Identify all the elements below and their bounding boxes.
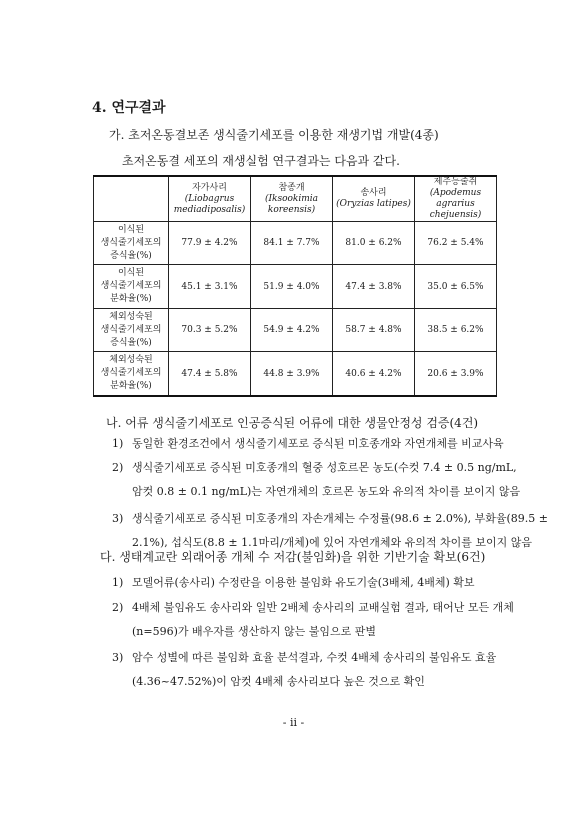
intro-text: 초저온동결 세포의 재생실험 연구결과는 다음과 같다. <box>122 154 400 168</box>
species-name: 참종개 <box>278 182 305 193</box>
species-name: 자가사리 <box>192 182 227 193</box>
results-table <box>93 175 497 397</box>
table-cell: 51.9 ± 4.0% <box>251 265 333 308</box>
table-cell: 35.0 ± 6.5% <box>415 265 497 308</box>
list-item-continuation: (4.36~47.52%)이 암컷 4배체 송사리보다 높은 것으로 확인 <box>132 675 425 688</box>
row-label: 이식된 생식줄기세포의 증식율(%) <box>94 222 169 265</box>
species-sci-name: (Iksookimia koreensis) <box>264 193 319 215</box>
list-item-continuation: 2.1%), 섭식도(8.8 ± 1.1마리/개체)에 있어 자연개체와 유의적 차이를 보이지 않음 <box>132 536 532 549</box>
list-item: 1) 모델어류(송사리) 수정란을 이용한 불임화 유도기술(3배체, 4배체) 확보 <box>112 576 475 589</box>
table-cell: 81.0 ± 6.2% <box>333 222 415 265</box>
row-label: 체외성숙된 생식줄기세포의 증식율(%) <box>94 308 169 351</box>
list-item: 2) 4배체 불임유도 송사리와 일반 2배체 송사리의 교배실험 결과, 태어난 모든 개체 <box>112 601 514 614</box>
table-cell: 84.1 ± 7.7% <box>251 222 333 265</box>
table-row <box>94 352 497 396</box>
header-species <box>415 176 497 222</box>
species-sci-name: (Liobagrus mediadiposalis) <box>173 193 246 215</box>
species-sci-name: (Oryzias latipes) <box>336 199 411 209</box>
list-item: 3) 생식줄기세포로 증식된 미호종개의 자손개체는 수정률(98.6 ± 2.0%), 부화율(89.5 ± <box>112 512 548 525</box>
table-header-row <box>94 176 497 222</box>
list-item: 3) 암수 성별에 따른 불임화 효율 분석결과, 수컷 4배체 송사리의 불임유도 효율 <box>112 651 497 664</box>
header-species <box>251 176 333 222</box>
row-label: 체외성숙된 생식줄기세포의 분화율(%) <box>94 352 169 396</box>
row-label: 이식된 생식줄기세포의 분화율(%) <box>94 265 169 308</box>
table-cell: 70.3 ± 5.2% <box>169 308 251 351</box>
header-species <box>333 176 415 222</box>
table-cell: 76.2 ± 5.4% <box>415 222 497 265</box>
subsection-ga-title: 가. 초저온동결보존 생식줄기세포를 이용한 재생기법 개발(4종) <box>109 128 439 142</box>
header-species <box>169 176 251 222</box>
table-row <box>94 265 497 308</box>
table-row <box>94 308 497 351</box>
section-title: 4. 연구결과 <box>92 100 166 116</box>
subsection-da-title: 다. 생태계교란 외래어종 개체 수 저감(불임화)을 위한 기반기술 확보(6건) <box>100 550 486 564</box>
subsection-na-title: 나. 어류 생식줄기세포로 인공증식된 어류에 대한 생물안정성 검증(4건) <box>106 416 479 430</box>
table-cell: 45.1 ± 3.1% <box>169 265 251 308</box>
table-cell: 44.8 ± 3.9% <box>251 352 333 396</box>
page-number: - ii - <box>282 716 305 729</box>
table-cell: 47.4 ± 5.8% <box>169 352 251 396</box>
list-item-continuation: 암컷 0.8 ± 0.1 ng/mL)는 자연개체의 호르몬 농도와 유의적 차이를 보이지 않음 <box>132 485 521 498</box>
species-name: 제주등줄쥐 <box>433 177 478 187</box>
table-cell: 58.7 ± 4.8% <box>333 308 415 351</box>
table-cell: 47.4 ± 3.8% <box>333 265 415 308</box>
list-item-continuation: (n=596)가 배우자를 생산하지 않는 불임으로 판별 <box>132 625 377 638</box>
list-item: 1) 동일한 환경조건에서 생식줄기세포로 증식된 미호종개와 자연개체를 비교사육 <box>112 437 504 450</box>
table-cell: 20.6 ± 3.9% <box>415 352 497 396</box>
table-cell: 77.9 ± 4.2% <box>169 222 251 265</box>
table-corner-cell <box>94 176 169 222</box>
table-row <box>94 222 497 265</box>
species-name: 송사리 <box>360 188 387 198</box>
table-cell: 54.9 ± 4.2% <box>251 308 333 351</box>
list-item: 2) 생식줄기세포로 증식된 미호종개의 혈중 성호르몬 농도(수컷 7.4 ± 0.5 ng/mL, <box>112 461 517 474</box>
species-sci-name: (Apodemus agrarius chejuensis) <box>429 188 482 220</box>
table-cell: 38.5 ± 6.2% <box>415 308 497 351</box>
table-cell: 40.6 ± 4.2% <box>333 352 415 396</box>
